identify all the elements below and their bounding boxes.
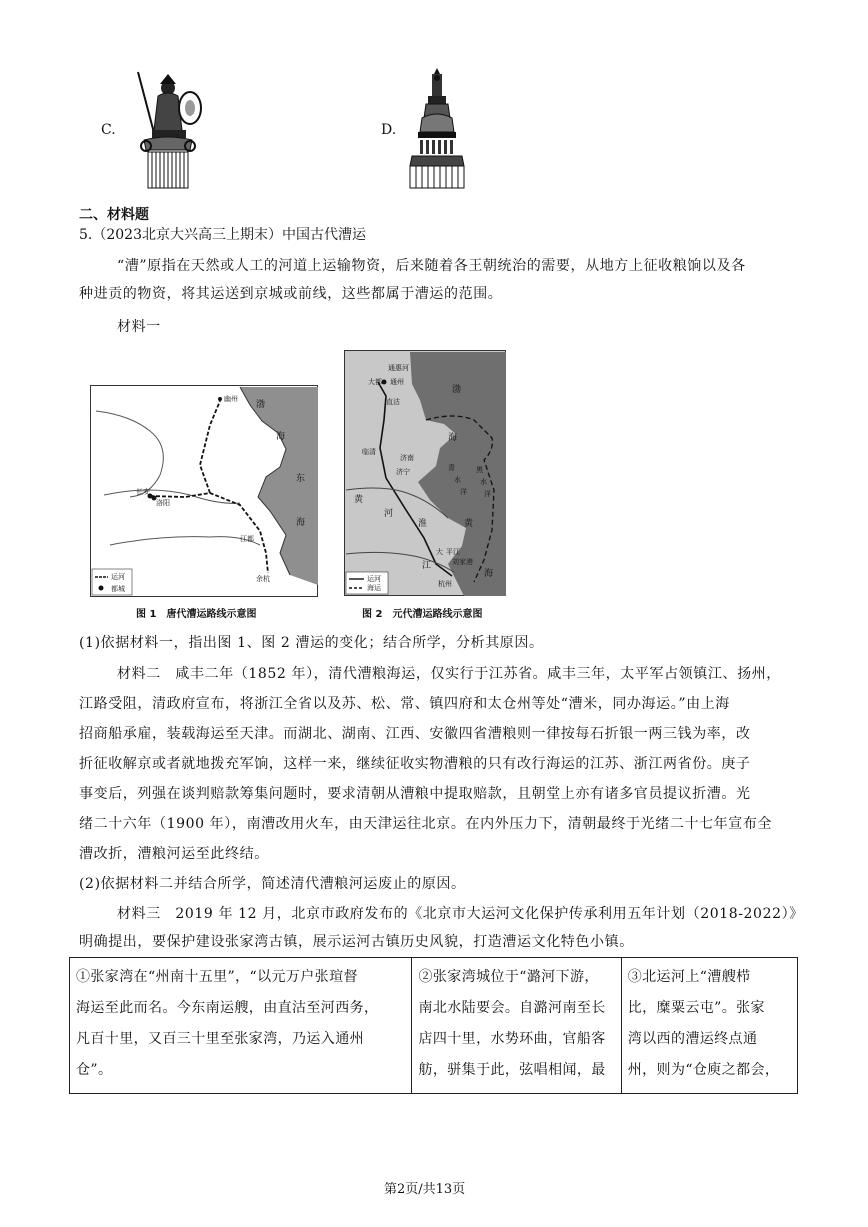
map1-caption: 图 1 唐代漕运路线示意图 — [136, 609, 257, 620]
tang-canal-map — [90, 385, 318, 597]
material2-line-3: 招商船承雇，装载海运至天津。而湖北、湖南、江西、安徽四省漕粮则一律按每石折银一两三钱为率，改 — [79, 726, 751, 742]
map2-yellow-h: 黄 — [354, 495, 364, 505]
map1-youzhou: 幽州 — [224, 395, 238, 403]
material2-line-2: 江路受阻，清政府宣布，将浙江全省以及苏、松、常、镇四府和太仓州等处“漕米，同办海运。”由上海 — [79, 696, 730, 712]
map2-huanghai2: 海 — [484, 569, 494, 579]
map2-shui2: 水 — [480, 478, 487, 486]
column-statue-icon — [406, 66, 468, 192]
map2-shui1: 黑 — [476, 466, 483, 474]
map2-jining: 济宁 — [396, 468, 410, 476]
material2-line-6: 绪二十六年（1900 年），南漕改用火车，由天津运往北京。在内外压力下，清朝最终于光绪二十七年宣布全 — [79, 816, 773, 832]
intro-line-1: “漕”原指在天然或人工的河道上运输物资，后来随着各王朝统治的需要，从地方上征收粮饷以及各 — [117, 258, 746, 274]
map1-sea4: 海 — [296, 518, 306, 528]
material3-table — [69, 957, 798, 1094]
map1-luoyang: 洛阳 — [156, 499, 170, 507]
map2-tongzhou: 通州 — [390, 378, 404, 386]
question-2: (2)依据材料二并结合所学，简述清代漕粮河运废止的原因。 — [79, 876, 466, 892]
map2-bo: 渤 — [452, 385, 462, 395]
map2-yellow-he: 河 — [384, 509, 394, 519]
map1-jiangdu: 江都 — [240, 535, 254, 543]
map1-changan: 长安 — [136, 488, 150, 496]
material2-line-1: 材料二 咸丰二年（1852 年），清代漕粮海运，仅实行于江苏省。咸丰三年，太平军占领镇江、扬州， — [117, 666, 781, 682]
map2-jiang: 江 — [422, 561, 432, 571]
option-d-label: D. — [381, 122, 397, 138]
section-title: 二、材料题 — [79, 207, 149, 223]
map2-dahua: 大 — [436, 548, 443, 556]
map1-sea3: 东 — [296, 474, 306, 484]
material2-line-4: 折征收解京或者就地拨充军饷，这样一来，继续征收实物漕粮的只有改行海运的江苏、浙江两省份。庚子 — [79, 756, 751, 772]
map2-shui6: 洋 — [460, 488, 467, 496]
intro-line-2: 种进贡的物资，将其运送到京城或前线，这些都属于漕运的范围。 — [79, 286, 503, 302]
material1-label: 材料一 — [117, 319, 161, 335]
map2-zhigu: 直沽 — [386, 398, 400, 406]
map2-hai: 海 — [448, 433, 458, 443]
material2-line-7: 漕改折，漕粮河运至此终结。 — [79, 846, 269, 862]
map2-huai: 淮 — [418, 519, 428, 529]
map2-jinan: 济南 — [400, 454, 414, 462]
athena-statue-icon — [130, 70, 206, 190]
table-cell-1: ①张家湾在“州南十五里”，“以元万户张瑄督 海运至此而名。今东南运艘，由直沽至河西务， 凡百十里，又百三十里至张家湾，乃运入通州 仓”。 — [70, 958, 412, 1094]
question-header: 5.（2023北京大兴高三上期末）中国古代漕运 — [79, 227, 366, 243]
map2-pingjiang: 平江 — [446, 548, 460, 556]
map2-shui5: 水 — [454, 476, 461, 484]
table-cell-2: ②张家湾城位于“潞河下游， 南北水陆要会。自潞河南至长 店四十里，水势环曲，官船客 舫，骈集于此，弦唱相闻，最 — [412, 958, 621, 1094]
map2-legend-canal: 运河 — [367, 575, 381, 583]
yuan-canal-map — [344, 350, 506, 596]
option-c-label: C. — [101, 122, 116, 138]
map2-huanghai1: 黄 — [464, 519, 474, 529]
table-cell-3: ③北运河上“漕艘栉 比，糜粟云屯”。张家 湾以西的漕运终点通 州，则为“仓庾之都会， — [621, 958, 797, 1094]
map2-linqing: 临清 — [362, 448, 376, 456]
map2-tonghui: 通惠河 — [388, 364, 409, 372]
map1-legend-canal: 运河 — [111, 573, 125, 581]
material2-line-5: 事变后，列强在谈判赔款筹集问题时，要求清朝从漕粮中提取赔款，且朝堂上亦有诸多官员提议折漕。光 — [79, 786, 751, 802]
material3-line-1: 材料三 2019 年 12 月，北京市政府发布的《北京市大运河文化保护传承利用五年计划（2018-2022）》 — [117, 906, 804, 922]
map2-dadu: 大都 — [368, 378, 382, 386]
map1-yuhang: 余杭 — [256, 575, 270, 583]
map2-legend-sea: 海运 — [367, 584, 381, 592]
map1-sea1: 渤 — [256, 400, 266, 410]
map2-caption: 图 2 元代漕运路线示意图 — [362, 609, 483, 620]
map1-legend-capital: 都城 — [111, 585, 125, 593]
map1-sea2: 海 — [276, 432, 286, 442]
question-1: (1)依据材料一，指出图 1、图 2 漕运的变化；结合所学，分析其原因。 — [79, 635, 544, 651]
map2-shui4: 青 — [448, 464, 455, 472]
material3-line-2: 明确提出，要保护建设张家湾古镇，展示运河古镇历史风貌，打造漕运文化特色小镇。 — [79, 934, 634, 950]
map2-shui3: 洋 — [484, 490, 491, 498]
page-number: 第2页/共13页 — [384, 1182, 466, 1197]
map2-hangzhou: 杭州 — [438, 580, 452, 588]
map2-liujiagang: 刘家港 — [452, 558, 473, 566]
